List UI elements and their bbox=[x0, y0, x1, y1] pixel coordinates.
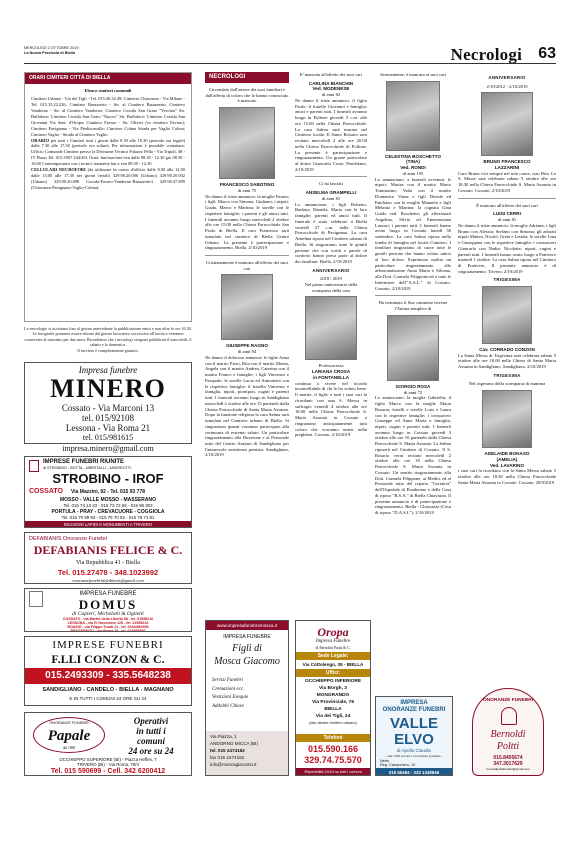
domus-top: IMPRESA FUNEBRE bbox=[79, 591, 137, 597]
oropa-a2: OCCHIEPPO INFERIORE bbox=[304, 679, 362, 684]
age-rosa: di anni 72 bbox=[403, 389, 423, 395]
ad-strobino bbox=[24, 456, 192, 528]
notice bbox=[24, 326, 192, 353]
photo-lazzarini bbox=[481, 92, 533, 156]
age-grampelli: di anni 81 bbox=[321, 195, 341, 201]
bernoldi-name1: Bernoldi bbox=[490, 729, 526, 740]
name-boschetto-2: (TINA) bbox=[406, 159, 420, 165]
section-trigesima-2: TRIGESIMA bbox=[493, 372, 521, 378]
necrologi-banner: NECROLOGI bbox=[205, 72, 289, 83]
strobino-line4: PORTULA - PRAY - CREVACUORE - COGGIOLA bbox=[51, 509, 165, 515]
notice-1: Le necrologie si accettano fino al giorno antecedente la pubblicazione entro e non oltre le ore 16.30. bbox=[24, 326, 192, 331]
text-bianchin: Ne danno il triste annuncio: il figlio Paolo; il fratello Giovanni e famiglia; amici e parenti tutti. I funerali avranno luogo in Pollone giovedì 3 c.m. alle ore 15.00 nella Chiesa Parrocchiale. La cara Salma sarà murata nel Cimitero locale. Il Santo Rosario sarà recitato mercoledì 2 alle ore 20.00 nella Chiesa Parrocchiale di Pollone. La presente è partecipazione e ringraziamento. Un grazie particolare al dottor Giancarlo Costa. Pondolano, 2/10/2019 bbox=[295, 97, 367, 172]
obituary-column-3 bbox=[295, 72, 367, 441]
name-cerri: LUIGI CERRI bbox=[493, 211, 521, 217]
text-conzon: La Santa Messa di Trigesima sarà celebrata sabato 5 ottobre alle ore 18.00 nella Chiesa di Santa Maria Assunta in Sandigliano. Sandigliano, 2/10/2019 bbox=[458, 352, 556, 370]
ad-domus bbox=[24, 588, 192, 632]
papale-top: ONORANZE FUNEBRI bbox=[49, 721, 89, 725]
ad-valleelvo bbox=[375, 696, 453, 776]
name-sabotino: FRANCESCO SABOTINO bbox=[219, 182, 275, 188]
name-lazzarini: BRUNO FRANCESCO bbox=[483, 159, 531, 165]
text-ragno: Ne danno il doloroso annuncio le figlie Anna con il marito Piero, Rita con il marito Monta, Angela con il marito Andrea, Caterina con il marito Franco e famiglie; i figli Vincenzo e Pasquale; le sorelle Lucia ed Antonietta con le rispettive famiglie; il fratello Vincenzo e famiglia, nipoti, pronipoti, cugini e parenti tutti. I funerali avranno luogo in Sandigliano mercoledì 2 ottobre alle ore 15 partendo dalla Chiesa Parrocchiale di Santa Maria Assunta. Dopo la funzione religiosa la cara Salma sarà tumulata nel Cimitero urbano di Biella. Si ringraziano quanti vorranno partecipare alla cerimonia di estremo saluto. Un particolare ringraziamento alla Direzione e al Personale tutto del Centro Anziani di Sandigliano per l'amorevole assistenza prestata. Sandigliano, 2/10/2019 bbox=[205, 354, 289, 458]
mosca-name2: Mosca Giacomo bbox=[214, 656, 280, 667]
minero-line2: tel. 015/92108 bbox=[82, 413, 134, 423]
name-bonaso: ADELAIDE BONASO bbox=[484, 451, 530, 457]
intro-ragno: Cristianamente è mancato all'affetto dei suoi cari bbox=[206, 260, 288, 271]
bernoldi-mail: bernoldipolttifunebri@gmail.com bbox=[486, 767, 530, 771]
oropa-a6: BIELLA bbox=[324, 706, 342, 712]
bernoldi-tel2: 347.3017629 bbox=[493, 761, 523, 767]
name-conzon: Cav. CORRADO CONZON bbox=[479, 346, 535, 352]
conzon-tel: 015.2493309 - 335.5648238 bbox=[25, 668, 191, 684]
oropa-name1: Oropa bbox=[317, 625, 349, 639]
name-bonaso-2: (AMELIA) bbox=[496, 456, 518, 462]
mosca-addr: Via Piazza, 1 bbox=[210, 734, 237, 739]
valleelvo-line: ...dal 1964 servizi e consulenza gratuita... bbox=[385, 754, 443, 758]
page-header bbox=[24, 44, 556, 64]
defabianis-mail: onoranzefunebridefabianis@gmail.com bbox=[72, 578, 144, 583]
oropa-uffici: Uffici: bbox=[296, 669, 370, 677]
text-lazzarini: Caro Bruno vivi sempre nel mio cuore, ciao Rita. Le S. Messe sarà celebrata sabato 5 ottobre alle ore 18.30 nella Chiesa Parrocchiale S. Maria Assunta in Cossato. Cossato, 2/10/2019 bbox=[458, 170, 556, 193]
text-crosa: continua a vivere nel ricordo incancellabile di chi le ha voluto bene. Il marito, il figlio e tutti i suoi cari la ricordano con una S. Messa in suffragio venerdì 4 ottobre alle ore 18.00 nella Chiesa Parrocchiale S. Maria Assunta in Cossato e ringraziano anticipatamente tutti coloro che vorranno unirsi nella preghiera. Cossato, 2/10/2019 bbox=[295, 380, 367, 438]
domus-sub: di Capieri, Michelotti & Oglietti bbox=[72, 611, 144, 617]
papale-name: Papale bbox=[47, 728, 91, 744]
notice-3: Il servizio è completamente gratuito. bbox=[77, 347, 139, 353]
minero-sub: Impresa funebre bbox=[78, 365, 138, 375]
oropa-t1: 015.590.166 bbox=[307, 744, 359, 754]
name-crosa: LARIANA CROSA bbox=[311, 369, 351, 375]
ad-conzon bbox=[24, 636, 192, 706]
age-ragno: di anni 94 bbox=[237, 349, 257, 355]
age-cerri: di anni 81 bbox=[497, 217, 517, 223]
valleelvo-addr2: Reg. Camponero, 10 bbox=[380, 763, 416, 767]
dove-icon bbox=[501, 707, 517, 725]
conzon-foot: E IN TUTTI I COMUNI 24 ORE SU 24 bbox=[69, 696, 147, 701]
papale-right bbox=[111, 717, 191, 757]
strobino-top: IMPRESE FUNEBRI RIUNITE bbox=[43, 459, 125, 465]
header-paper: La Nuova Provincia di Biella bbox=[24, 50, 75, 55]
oropa-t2: 329.74.75.570 bbox=[304, 755, 362, 765]
papale-oval bbox=[33, 717, 105, 753]
valleelvo-name2: ELVO bbox=[394, 731, 434, 748]
mosca-services bbox=[212, 677, 248, 711]
ad-bernoldi bbox=[466, 688, 550, 776]
notice-2: Le fotografie potranno essere ritirate dal giorno lavorativo successivo all'uscita e verranno conservate al massimo per due mesi. Ricordiamo che i necrologi vengono pubblicati il mercoledì, il sabato e la domenica. bbox=[24, 331, 192, 348]
defabianis-top: DEFABIANIS Onoranze Funebri bbox=[29, 536, 108, 542]
minero-email-row bbox=[24, 444, 192, 454]
mosca-s2: Cremazioni ecc. bbox=[212, 686, 245, 692]
text-cerri: Ne danno il triste annuncio: la moglie Adriana; i figli Bruno con Alessia; Stefano con Simona; gli adorati nipoti Matteo, Nicolò, Greta e Letizia; le sorelle Lina e Giuseppina con le rispettive famiglie; i consuoceri Giancarlo con Nadia; Nicoletta; nipoti, cugini e parenti tutti. I funerali hanno avuto luogo a Prativero martedì 1 ottobre. La cara Salma riposa nel Cimitero di Prativero. Il presente annuncio è di ringraziamento. Trivero, 2/10/2019 bbox=[458, 222, 556, 274]
mosca-city: ANDORNO MICCA (BI) bbox=[210, 740, 258, 746]
papale-r2: in tutti i bbox=[136, 725, 166, 736]
photo-rosa bbox=[387, 315, 439, 381]
age-boschetto: di anni 105 bbox=[402, 170, 424, 176]
name-grampelli: ANSELMA GRAMPELLI bbox=[305, 190, 357, 196]
intro-grampelli: Ci ha lasciati bbox=[319, 181, 343, 187]
valleelvo-name1: VALLE bbox=[389, 715, 439, 732]
conzon-name: F.LLI CONZON & C. bbox=[51, 652, 165, 666]
papale-r3: comuni bbox=[136, 735, 165, 746]
minero-line4: tel. 015/981615 bbox=[82, 433, 134, 442]
name-boschetto-3: Ved. RONDI bbox=[400, 165, 426, 171]
name-bianchin: CARLINA BIANCHIN bbox=[308, 80, 354, 86]
papale-addr2: TRIVERO (BI) - Via Roma, 78/4 bbox=[77, 762, 139, 767]
oropa-telefoni: Telefoni bbox=[296, 734, 370, 742]
intro-cerri: È mancato all'affetto dei suoi cari bbox=[476, 202, 538, 208]
cimiteri-box bbox=[24, 72, 192, 322]
ad-papale bbox=[24, 712, 192, 776]
age-bianchin: di anni 82 bbox=[321, 92, 341, 98]
obituary-column-4 bbox=[375, 72, 451, 519]
strobino-line5: Tel. 015 70 99 92 - 015 75 70 92 - 015 78 71 81 bbox=[61, 515, 155, 520]
mosca-mail: info@moscagiacomo.it bbox=[210, 761, 257, 767]
oropa-a8: (lato destro cimitero urbano) bbox=[309, 720, 357, 725]
mosca-fax: fax 015 2474162 bbox=[210, 754, 245, 760]
defabianis-name: DEFABIANIS FELICE & C. bbox=[33, 543, 183, 557]
valleelvo-top2: ONORANZE FUNEBRI bbox=[382, 707, 446, 713]
section-anniversario: ANNIVERSARIO bbox=[312, 267, 350, 273]
defabianis-addr: Via Repubblica 41 - Biella bbox=[76, 560, 140, 566]
cimiteri-title: ORARI CIMITERI CITTÀ DI BIELLA bbox=[25, 73, 191, 84]
valleelvo-by: di Apollo Claudio bbox=[396, 748, 432, 753]
separator bbox=[205, 255, 289, 256]
domus-l4: BRUSNENGO - via Roma 25 - tel. 015985950 bbox=[70, 629, 146, 632]
separator bbox=[458, 198, 556, 199]
domus-name: DOMUS bbox=[78, 597, 138, 612]
bernoldi-frame bbox=[472, 688, 544, 776]
domus-l3: ROASIO - via Filippo Turati 21 - tel. 0163/860006 bbox=[67, 625, 149, 629]
strobino-sub: di STROBINO - BOTTA - UBERTALLI - ANDREOTTI bbox=[43, 466, 132, 470]
ad-defabianis bbox=[24, 532, 192, 584]
photo-ragno bbox=[221, 274, 273, 340]
strobino-line3: Tel. 015 74 13 23 - 015 73 72 65 - 015 98 303 bbox=[63, 503, 153, 508]
strobino-name: STROBINO - IROF bbox=[52, 471, 164, 486]
obituary-column-2 bbox=[205, 72, 289, 461]
ad-oropa bbox=[295, 620, 371, 776]
page-number: 63 bbox=[538, 45, 556, 62]
bernoldi-tel1: 015.8405674 bbox=[493, 755, 523, 761]
left-column bbox=[24, 72, 192, 353]
mosca-s4: Addobbi Chiese bbox=[212, 703, 244, 709]
oropa-a4: MONGRANDO bbox=[316, 692, 350, 698]
photo-sabotino bbox=[219, 107, 275, 179]
age-sabotino: di anni 75 bbox=[237, 187, 257, 193]
orari-text: per tutti i Cimiteri tutti i giorni dalle 8.30 alle 18.30 (periodo ora legale) dalle 7.30 alle 17.30 (periodo ora solare). Per informazioni è possibile contattare: Ufficio Comunale Cimiteri presso la Divisione Tecnica Palazzo Pella - Via Tripoli, 48 - IV Piano Tel. 015.3507 244/261 Orari: lun/mar/mer/ven dalle 08.30 - 12.30 gio 08.30 - 16.00 Contemporaneo con i tecnici trasmette lun e ven 08.30 - 12.30. bbox=[31, 137, 185, 167]
mosca-url: www.impresafunebremosca.it bbox=[206, 621, 288, 630]
name-bianchin-2: Ved. MODENESE bbox=[312, 86, 350, 92]
header-left bbox=[24, 46, 79, 56]
strobino-city: COSSATO bbox=[29, 488, 63, 495]
oropa-by: di Bertolini Paola & C. bbox=[315, 646, 351, 650]
photo-bonaso bbox=[482, 390, 532, 448]
photo-crosa bbox=[305, 296, 357, 360]
valleelvo-tel: 015 65454 - 333 1348846 bbox=[376, 768, 452, 776]
minero-line3: Lessona - Via Roma 21 bbox=[65, 423, 151, 433]
intro-sabotino: Circondato dall'amore dei suoi familiari e dall'affetto di coloro che lo hanno conosciuto è mancato bbox=[205, 87, 289, 104]
papale-addr: OCCHIEPPO SUPERIORE (BI) - Piazza Heffes, 7 bbox=[59, 757, 157, 762]
ad-mosca bbox=[205, 620, 289, 776]
oropa-foot: Reperibilità 24/24 su tutti i comuni bbox=[296, 768, 370, 776]
photo-boschetto bbox=[386, 81, 440, 151]
minero-name: MINERO bbox=[50, 374, 166, 403]
name-crosa-2: in FONTANELLA bbox=[312, 374, 350, 380]
name-rosa: GIORGIO ROSA bbox=[395, 383, 431, 389]
dates-lazzarini: 2/10/2012 - 2/10/2019 bbox=[486, 83, 528, 89]
conzon-top: IMPRESE FUNEBRI bbox=[52, 639, 164, 651]
name-lazzarini-2: LAZZARINI bbox=[494, 164, 520, 170]
cimiteri-body bbox=[25, 84, 191, 195]
mosca-name1: Figli di bbox=[232, 643, 262, 654]
papale-tel: Tel. 015 590699 - Cell. 342 6200412 bbox=[50, 768, 166, 775]
strobino-foot: INCISIONI LAPIDI E MONUMENTI A TRIVERO bbox=[25, 521, 191, 528]
text-boschetto: Lo annunciano: a funerali avvenuti: le nipoti: Marisa con il marito Mario Tommasini; Vaila con il marito Domenico Viana e figli Davide ed Emiliano con la moglie Manuela e figli Melania e Martina; la cognata Gina Guido ved. Boschetto; gli affezionati Angelina, Silvia ed Emerenziana Lazzari; i parenti tutti. I funerali hanno avuto luogo in Cossato lunedì 30 settembre. La cara Salma riposa nella tomba di famiglia nel locale Cimitero. I familiari ringraziano di cuore tutte le gentili persone che hanno voluto unirsi al loro dolore. Esprimono inoltre un particolare ringraziamento alle affezionatissime Anna Maria e Silvana, alla Dott. Carmela Filippone ed a tutte le Infermiere dell'"A.S.L." di Cossato. Cossato, 2/10/2019 bbox=[375, 176, 451, 291]
cimiteri-heading: Elenco cimiteri comunali bbox=[84, 88, 132, 93]
text-bonaso: i suoi cari la ricordano con la Santa Messa sabato 5 ottobre alle ore 18.30 nella Chiesa Parrocchiale Santa Maria Assunta in Cossato. Cossato, 28/9/2019 bbox=[458, 468, 556, 485]
anniversario-years: 2018 / 2019 bbox=[320, 276, 342, 282]
obituary-column-5 bbox=[458, 72, 556, 489]
intro-rosa: Ha terminato il Suo cammino terreno l'Anima semplice di bbox=[378, 300, 448, 312]
conzon-towns: SANDIGLIANO - CANDELO - BIELLA - MAGNANO bbox=[42, 687, 174, 693]
name-boschetto: CELESTINA BOSCHETTO bbox=[385, 153, 441, 159]
papale-r4: 24 ore su 24 bbox=[128, 745, 174, 756]
section-anniversario-2: ANNIVERSARIO bbox=[488, 75, 526, 80]
intro-bianchin: E' mancata all'affetto dei suoi cari bbox=[299, 72, 363, 77]
name-ragno: GIUSEPPE RAGNO bbox=[226, 343, 268, 349]
name-bonaso-3: Ved. LAVARINO bbox=[489, 462, 525, 468]
custodi-label: CELLULARI NECROFORI bbox=[31, 167, 86, 173]
domus-l2: LESSONA - via IV Novembre 125 - tel. 01598216 bbox=[67, 621, 149, 625]
mosca-s3: Vestizioni Esequie bbox=[212, 695, 249, 700]
section-title: Necrologi bbox=[450, 45, 522, 64]
title-crosa: Professoressa bbox=[318, 363, 344, 369]
photo-conzon bbox=[482, 286, 532, 344]
papale-r1: Operativi bbox=[133, 716, 169, 726]
defabianis-tel: Tel. 015.27478 - 348.1023992 bbox=[57, 568, 159, 577]
mosca-s1: Servizi Funebri bbox=[212, 678, 243, 683]
separator bbox=[375, 295, 451, 296]
text-sabotino: Ne danno il triste annuncio: la moglie Fausta; i figli: Marco con Simona, Giuliano; i nipoti: Giada, Marco e Martina; le sorelle con le rispettive famiglie; i parenti e gli amici tutti. I funerali avranno luogo mercoledì 2 ottobre alle ore 15.00 nella Chiesa Parrocchiale San Paolo di Biella. Il caro Francesco sarà tumulato nel cimitero di Biella Centro Urbano. La presente è partecipazione e ringraziamento. Biella, 2/10/2019 bbox=[205, 193, 289, 251]
intro-boschetto: Serenamente, è mancata ai suoi cari bbox=[380, 72, 446, 77]
oropa-sede: Sede Legale: bbox=[296, 652, 370, 660]
orari-label: ORARIO bbox=[31, 137, 50, 143]
text-grampelli: Lo annunciano: i figli Roberto, Barbara, Daniela, Mario con le loro famiglie; parenti ed amici tutti. Il funerale è stato celebrato a Biella venerdì 27 c.m. nella Chiesa Parrocchiale di Pavignano. La cara Anselma riposa nel Cimitero urbano di Biella. Si ringraziano tutte le gentili persone che con scritti e parole di conforto hanno preso parte al dolore dei familiari. Biella, 2/10/2019 bbox=[295, 201, 367, 265]
cimiteri-list: Cimitero Urbano - Via dei Tigli - Tel. 015.40.32.49; Cimitero Chiavazza - Via Milano - Tel. 015.35.22.226; Cimitero Barazzetto - Str. al Cimitero Barazzetto; Cimitero Vandorno - Str. al Cimitero Vandorno; Cimitero Cossila San Grato "Vecchio" Str. Buffaloro; Cimitero Cossila San Grato "Nuovo" Str. Buffaloro; Cimitero Cossila San Giovanni Via Sant. d'Oropa; Cimitero Favaro - Str. Oliveri (ex cimitero Favaro); Cimitero Pavignano - Via Piediscavallo; Cimitero Colma Strada per Vaglio Colma; Cimitero Vaglio - Strada al Cimitero Vaglio. bbox=[31, 95, 185, 137]
domus-l1: COSSATO - via Martiri della Libertà 58 - tel. 01598216 bbox=[62, 617, 154, 621]
strobino-line2: MOSSO - VALLE MOSSO - MASSERANO bbox=[59, 497, 157, 503]
mosca-top: IMPRESA FUNEBRE bbox=[223, 634, 271, 640]
oropa-a5: Via Provinciale, 76 bbox=[311, 699, 355, 705]
section-trigesima: TRIGESIMA bbox=[493, 277, 521, 283]
mosca-tel: tel. 015 2474162 bbox=[210, 747, 245, 753]
mosca-contacts bbox=[206, 731, 288, 776]
intro-crosa: Nel primo anniversario della scomparsa della cara bbox=[304, 282, 358, 293]
header-date: MERCOLEDÌ 2 OTTOBRE 2019 bbox=[24, 46, 79, 50]
oropa-a7: Via dei Tigli, 24 bbox=[315, 713, 351, 719]
valleelvo-addr: Netro bbox=[380, 759, 390, 763]
valleelvo-top1: IMPRESA bbox=[400, 700, 428, 706]
text-rosa: Lo annunciano: la moglie Gabriella; il figlio Marco con la moglie Maria Rosaria; fratelli e sorelle Loris e Laura con le rispettive famiglie; i consuoceri Giuseppe ed Anna Maria e famiglia; nipoti, cugini e parenti tutti. I funerali avranno luogo in Cossato giovedì 3 ottobre alle ore 10 partendo dalla Chiesa Parrocchiale S. Maria Assunta. La Salma riposerà nel Cimitero di Cossato. Il S. Rosario verrà recitato mercoledì 2 ottobre alle ore 18 nella Chiesa Parrocchiale S. Maria Assunta in Cossato. Un sentito ringraziamento alla Dott. Carmela Filippone, ai Medici ed al Personale tutto del reparto "Geriatria" dell'Ospedale di Ponderano e della Casa di riposo "R.S.A." di Biella Chiavazza. Il presente annuncio è di partecipazione e ringraziamento. Biella - Chiavazza (Casa di riposo "D.A.S.I."), 2/10/2019 bbox=[375, 395, 451, 515]
minero-line1: Cossato - Via Marconi 13 bbox=[61, 403, 155, 413]
strobino-addr: Via Mazzini, 92 - Tel. 015 93 778 bbox=[71, 489, 146, 495]
minero-email: impresa.minero@gmail.com bbox=[62, 444, 154, 453]
intro-bonaso: Nel trigesimo della scomparsa di mamma bbox=[468, 381, 546, 387]
custodi-text: (da utilizzare in orario d'ufficio dalle 8.00 alle 12.00 dalle 14.00 alle 17.30 nei giorni feriali) 329.90.20.006 (Urbano) 329.90.20.002 (Urbano) 329.90.20.008 Cossila-Favaro-Vandorno-Barazzetto) 329.90.47.899 (Chiavazza-Pavignano-Vaglio-Colma). bbox=[31, 167, 185, 190]
ad-minero bbox=[24, 362, 192, 444]
oropa-offices bbox=[296, 679, 370, 726]
bernoldi-top: ONORANZE FUNEBRI bbox=[482, 698, 534, 703]
papale-since: dal 1860 bbox=[62, 746, 76, 750]
oropa-a1: Via Cottolengo, 35 - BIELLA bbox=[302, 662, 364, 667]
bernoldi-name2: Poltti bbox=[496, 741, 520, 752]
oropa-a3: Via Borgh, 3 bbox=[319, 685, 347, 691]
separator bbox=[295, 176, 367, 177]
oropa-name2: Impresa Funebre bbox=[315, 639, 351, 644]
